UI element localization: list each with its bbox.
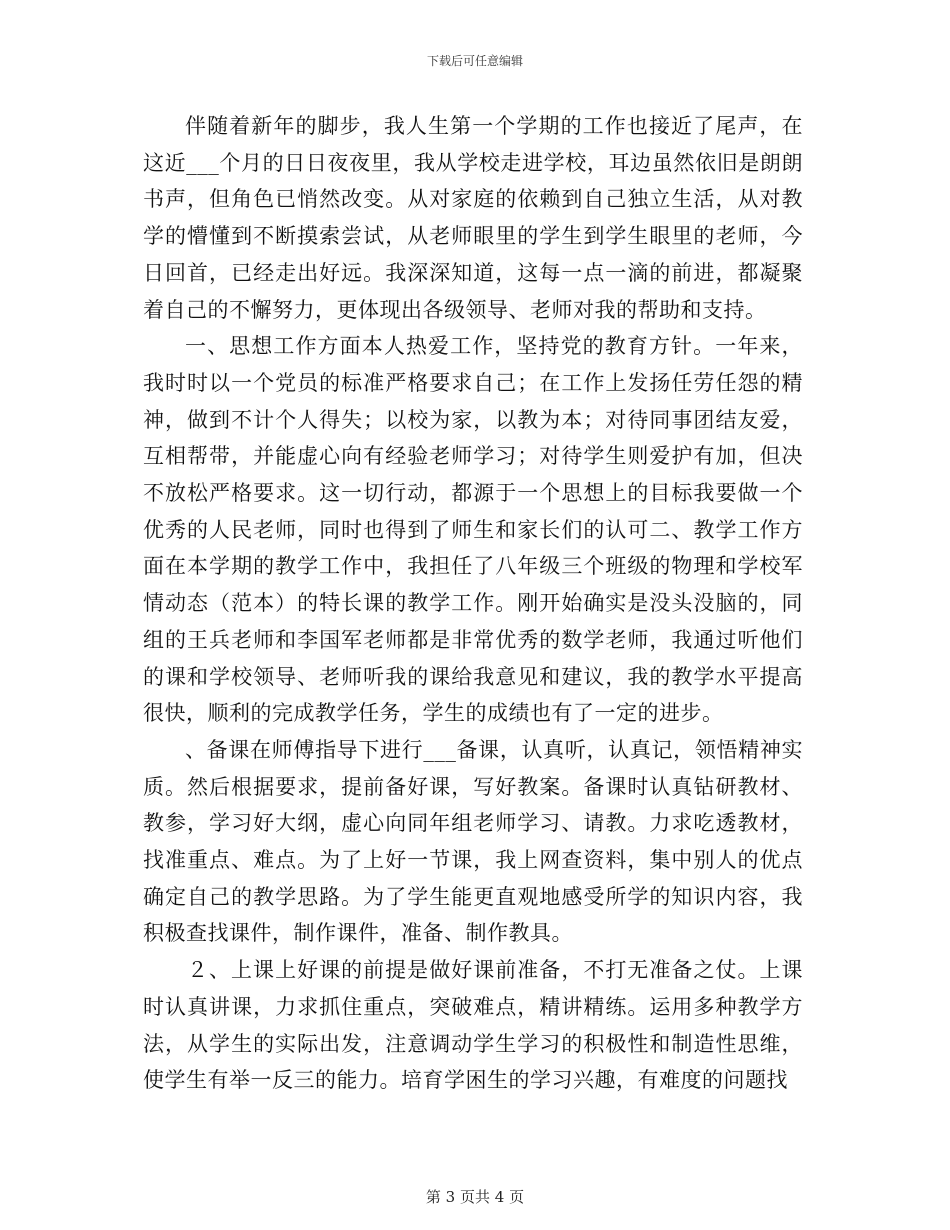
page-footer: 第 3 页共 4 页 — [425, 1188, 525, 1206]
paragraph-lectures: ２、上课上好课的前提是做好课前准备，不打无准备之仗。上课时认真讲课，力求抓住重点，突破难点，精讲精练。运用多种教学方法，从学生的实际出发，注意调动学生学习的积极性和制造性思维，使学生有举一反三的能力。培育学困生的学习兴趣，有难度的问题找 — [143, 958, 803, 1093]
document-body — [143, 108, 803, 1099]
paragraph-intro: 伴随着新年的脚步，我人生第一个学期的工作也接近了尾声，在这近___个月的日日夜夜里，我从学校走进学校，耳边虽然依旧是朗朗书声，但角色已悄然改变。从对家庭的依赖到自己独立生活，从对教学的懵懂到不断摸索尝试，从老师眼里的学生到学生眼里的老师，今日回首，已经走出好远。我深深知道，这每一点一滴的前进，都凝聚着自己的不懈努力，更体现出各级领导、老师对我的帮助和支持。 — [143, 114, 803, 322]
paragraph-ideology-and-teaching: 一、思想工作方面本人热爱工作，坚持党的教育方针。一年来，我时时以一个党员的标准严格要求自己；在工作上发扬任劳任怨的精神，做到不计个人得失；以校为家，以教为本；对待同事团结友爱，互相帮带，并能虚心向有经验老师学习；对待学生则爱护有加，但决不放松严格要求。这一切行动，都源于一个思想上的目标我要做一个优秀的人民老师，同时也得到了师生和家长们的认可二、教学工作方面在本学期的教学工作中，我担任了八年级三个班级的物理和学校军情动态（范本）的特长课的教学工作。刚开始确实是没头没脑的，同组的王兵老师和李国军老师都是非常优秀的数学老师，我通过听他们的课和学校领导、老师听我的课给我意见和建议，我的教学水平提高很快，顺利的完成教学任务，学生的成绩也有了一定的进步。 — [143, 334, 803, 726]
paragraph-lesson-prep: 、备课在师傅指导下进行___备课，认真听，认真记，领悟精神实质。然后根据要求，提前备好课，写好教案。备课时认真钻研教材、教参，学习好大纲，虚心向同年组老师学习、请教。力求吃透教材，找准重点、难点。为了上好一节课，我上网查资料，集中别人的优点确定自己的教学思路。为了学生能更直观地感受所学的知识内容，我积极查找课件，制作课件，准备、制作教具。 — [143, 737, 803, 946]
page-header: 下载后可任意编辑 — [426, 54, 523, 68]
